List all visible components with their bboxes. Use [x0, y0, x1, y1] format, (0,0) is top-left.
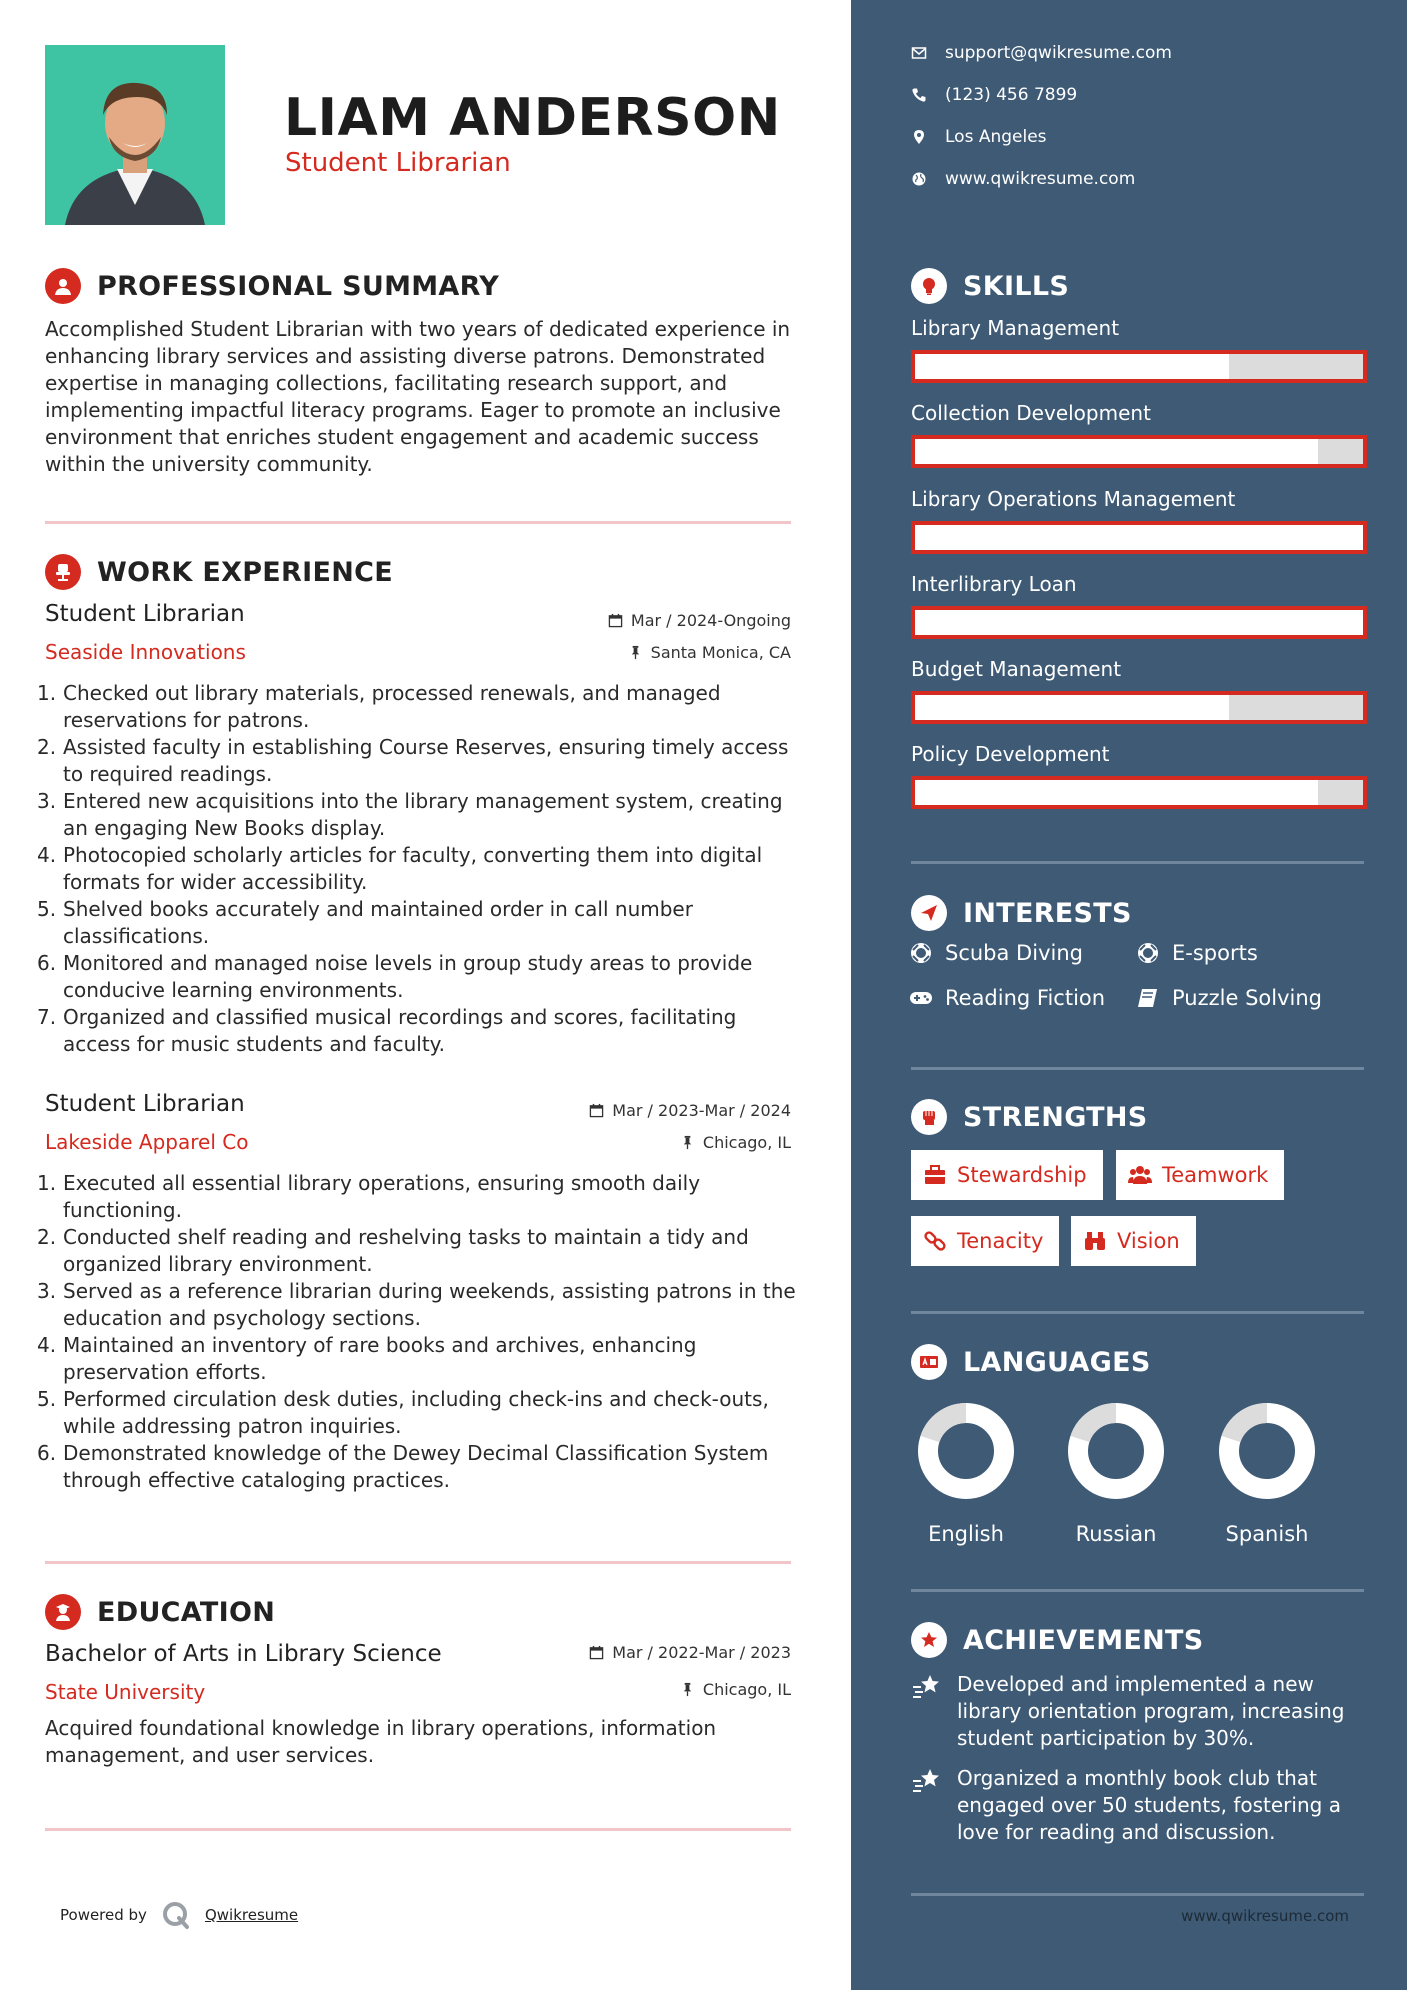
job-date [589, 1101, 791, 1120]
job-date-text: Mar / 2023-Mar / 2024 [612, 1101, 791, 1120]
qwikresume-link[interactable]: Qwikresume [204, 1906, 299, 1924]
job-duties [37, 1170, 797, 1494]
achievement-item [911, 1671, 1371, 1752]
calendar-icon [608, 613, 623, 628]
skill-fill [915, 525, 1363, 550]
users-icon [1128, 1163, 1152, 1187]
list-item: 6. Demonstrated knowledge of the Dewey Decimal Classification System through effective cataloging practices. [37, 1441, 769, 1492]
language-item [1212, 1396, 1322, 1546]
list-item: 2. Conducted shelf reading and reshelving tasks to maintain a tidy and organized library environment. [37, 1225, 749, 1276]
list-item: 7. Organized and classified musical recordings and scores, facilitating access for music students and faculty. [37, 1005, 737, 1056]
candidate-name: LIAM ANDERSON [284, 88, 781, 148]
avatar [45, 45, 225, 225]
skills-heading [911, 268, 1069, 304]
skill-label: Library Management [911, 316, 1120, 340]
languages-heading [911, 1344, 1151, 1380]
strength-badge: Vision [1071, 1216, 1196, 1266]
job-location [680, 1133, 791, 1152]
link-icon [923, 1229, 947, 1253]
skill-label: Budget Management [911, 657, 1122, 681]
shooting-star-icon [911, 1671, 943, 1703]
education-date-text: Mar / 2022-Mar / 2023 [612, 1643, 791, 1662]
list-item: 1. Checked out library materials, processed renewals, and managed reservations for patrons. [37, 681, 721, 732]
skill-fill [915, 695, 1229, 720]
website-text[interactable]: www.qwikresume.com [945, 169, 1136, 189]
achievement-text: Organized a monthly book club that engaged over 50 students, fostering a love for reading and discussion. [957, 1766, 1341, 1844]
pin-icon [628, 645, 643, 660]
job-title: Student Librarian [45, 1091, 245, 1117]
interest-item: Puzzle Solving [1136, 986, 1322, 1010]
strength-badge: Tenacity [911, 1216, 1059, 1266]
interests-heading [911, 895, 1132, 931]
translate-icon [911, 1344, 947, 1380]
interest-item: Reading Fiction [909, 986, 1105, 1010]
pin-icon [680, 1682, 695, 1697]
summary-heading [45, 268, 499, 304]
section-divider [45, 521, 791, 524]
job-date [608, 611, 791, 630]
education-heading [45, 1594, 275, 1630]
interest-item: E-sports [1136, 941, 1258, 965]
job-company: Lakeside Apparel Co [45, 1130, 249, 1154]
language-donut [1212, 1396, 1322, 1506]
section-divider [911, 1893, 1364, 1896]
skill-label: Interlibrary Loan [911, 572, 1077, 596]
star-badge-icon [911, 1622, 947, 1658]
skill-bar [911, 521, 1367, 554]
list-item: 2. Assisted faculty in establishing Course Reserves, ensuring timely access to required readings. [37, 735, 789, 786]
list-item: 4. Photocopied scholarly articles for faculty, converting them into digital formats for wider accessibility. [37, 843, 763, 894]
binoculars-icon [1083, 1229, 1107, 1253]
list-item: 3. Served as a reference librarian during weekends, assisting patrons in the education and psychology sections. [37, 1279, 796, 1330]
lifebuoy-icon [909, 941, 933, 965]
achievements-heading [911, 1622, 1204, 1658]
degree-title: Bachelor of Arts in Library Science [45, 1641, 442, 1667]
list-item: 6. Monitored and managed noise levels in group study areas to provide conducive learning environments. [37, 951, 753, 1002]
gamepad-icon [909, 986, 933, 1010]
skill-fill [915, 610, 1363, 635]
language-item [911, 1396, 1021, 1546]
skill-bar [911, 350, 1367, 383]
skill-fill [915, 780, 1318, 805]
section-divider [45, 1561, 791, 1564]
skill-bar [911, 776, 1367, 809]
contact-email [911, 43, 1172, 63]
job-duties [37, 680, 797, 1058]
pin-icon [680, 1135, 695, 1150]
achievement-text: Developed and implemented a new library orientation program, increasing student participation by 30%. [957, 1672, 1345, 1750]
phone-icon [911, 87, 927, 103]
powered-label: Powered by [60, 1906, 147, 1924]
qwikresume-logo-icon [161, 1900, 191, 1930]
strength-badge: Stewardship [911, 1150, 1103, 1200]
footer-website[interactable]: www.qwikresume.com [1181, 1907, 1349, 1925]
achievement-item [911, 1765, 1371, 1846]
shooting-star-icon [911, 1765, 943, 1797]
section-divider [911, 1589, 1364, 1592]
summary-title: PROFESSIONAL SUMMARY [97, 270, 500, 302]
education-location-text: Chicago, IL [702, 1680, 791, 1699]
phone-text: (123) 456 7899 [945, 85, 1078, 105]
strengths-heading [911, 1099, 1148, 1135]
skill-bar [911, 691, 1367, 724]
list-item: 3. Entered new acquisitions into the library management system, creating an engaging New Books display. [37, 789, 783, 840]
interest-item: Scuba Diving [909, 941, 1083, 965]
achievements-title: ACHIEVEMENTS [963, 1624, 1204, 1656]
languages-title: LANGUAGES [963, 1346, 1151, 1378]
section-divider [911, 1311, 1364, 1314]
skill-label: Collection Development [911, 401, 1151, 425]
list-item: 1. Executed all essential library operations, ensuring smooth daily functioning. [37, 1171, 701, 1222]
lightbulb-icon [911, 268, 947, 304]
education-location [680, 1680, 791, 1699]
section-divider [45, 1828, 791, 1831]
job-company: Seaside Innovations [45, 640, 246, 664]
language-label: English [928, 1522, 1004, 1546]
section-divider [911, 1067, 1364, 1070]
graduate-icon [45, 1594, 81, 1630]
calendar-icon [589, 1645, 604, 1660]
list-item: 5. Shelved books accurately and maintained order in call number classifications. [37, 897, 693, 948]
envelope-icon [911, 45, 927, 61]
list-item: 4. Maintained an inventory of rare books and archives, enhancing preservation efforts. [37, 1333, 697, 1384]
language-item [1061, 1396, 1171, 1546]
fist-icon [911, 1099, 947, 1135]
skill-fill [915, 354, 1229, 379]
candidate-role: Student Librarian [285, 148, 511, 178]
profile-photo [45, 45, 225, 225]
section-divider [911, 861, 1364, 864]
user-icon [45, 268, 81, 304]
contact-website [911, 169, 1135, 189]
contact-phone [911, 85, 1077, 105]
job-location [628, 643, 791, 662]
location-text: Los Angeles [945, 127, 1047, 147]
map-pin-icon [911, 129, 927, 145]
globe-icon [911, 171, 927, 187]
chair-icon [45, 554, 81, 590]
education-text: Acquired foundational knowledge in library operations, information management, and user services. [45, 1716, 717, 1767]
book-icon [1136, 986, 1160, 1010]
calendar-icon [589, 1103, 604, 1118]
skill-label: Library Operations Management [911, 487, 1236, 511]
job-title: Student Librarian [45, 601, 245, 627]
language-donut [911, 1396, 1021, 1506]
lifebuoy-icon [1136, 941, 1160, 965]
school-name: State University [45, 1680, 206, 1704]
skill-label: Policy Development [911, 742, 1110, 766]
email-text[interactable]: support@qwikresume.com [945, 43, 1172, 63]
list-item: 5. Performed circulation desk duties, including check-ins and check-outs, while addressing patron inquiries. [37, 1387, 769, 1438]
briefcase-icon [923, 1163, 947, 1187]
language-donut [1061, 1396, 1171, 1506]
skill-fill [915, 439, 1318, 464]
contact-location [911, 127, 1047, 147]
sidebar [851, 0, 1407, 1990]
strength-badge: Teamwork [1116, 1150, 1284, 1200]
summary-text: Accomplished Student Librarian with two years of dedicated experience in enhancing library services and assisting diverse patrons. Demonstrated expertise in managing collections, facilitating research support, and implementing impactful literacy programs. Eager to promote an inclusive environment that enriches student engagement and academic success within the university community. [45, 317, 791, 476]
education-date [589, 1643, 791, 1662]
skill-bar [911, 435, 1367, 468]
language-label: Russian [1075, 1522, 1157, 1546]
interests-title: INTERESTS [963, 897, 1132, 929]
skills-title: SKILLS [963, 270, 1070, 302]
language-label: Spanish [1225, 1522, 1309, 1546]
paper-plane-icon [911, 895, 947, 931]
skill-bar [911, 606, 1367, 639]
strengths-title: STRENGTHS [963, 1101, 1148, 1133]
education-title: EDUCATION [97, 1596, 276, 1628]
job-location-text: Chicago, IL [702, 1133, 791, 1152]
job-location-text: Santa Monica, CA [650, 643, 791, 662]
job-date-text: Mar / 2024-Ongoing [630, 611, 791, 630]
powered-by [60, 1900, 298, 1930]
experience-title: WORK EXPERIENCE [97, 556, 393, 588]
experience-heading [45, 554, 393, 590]
